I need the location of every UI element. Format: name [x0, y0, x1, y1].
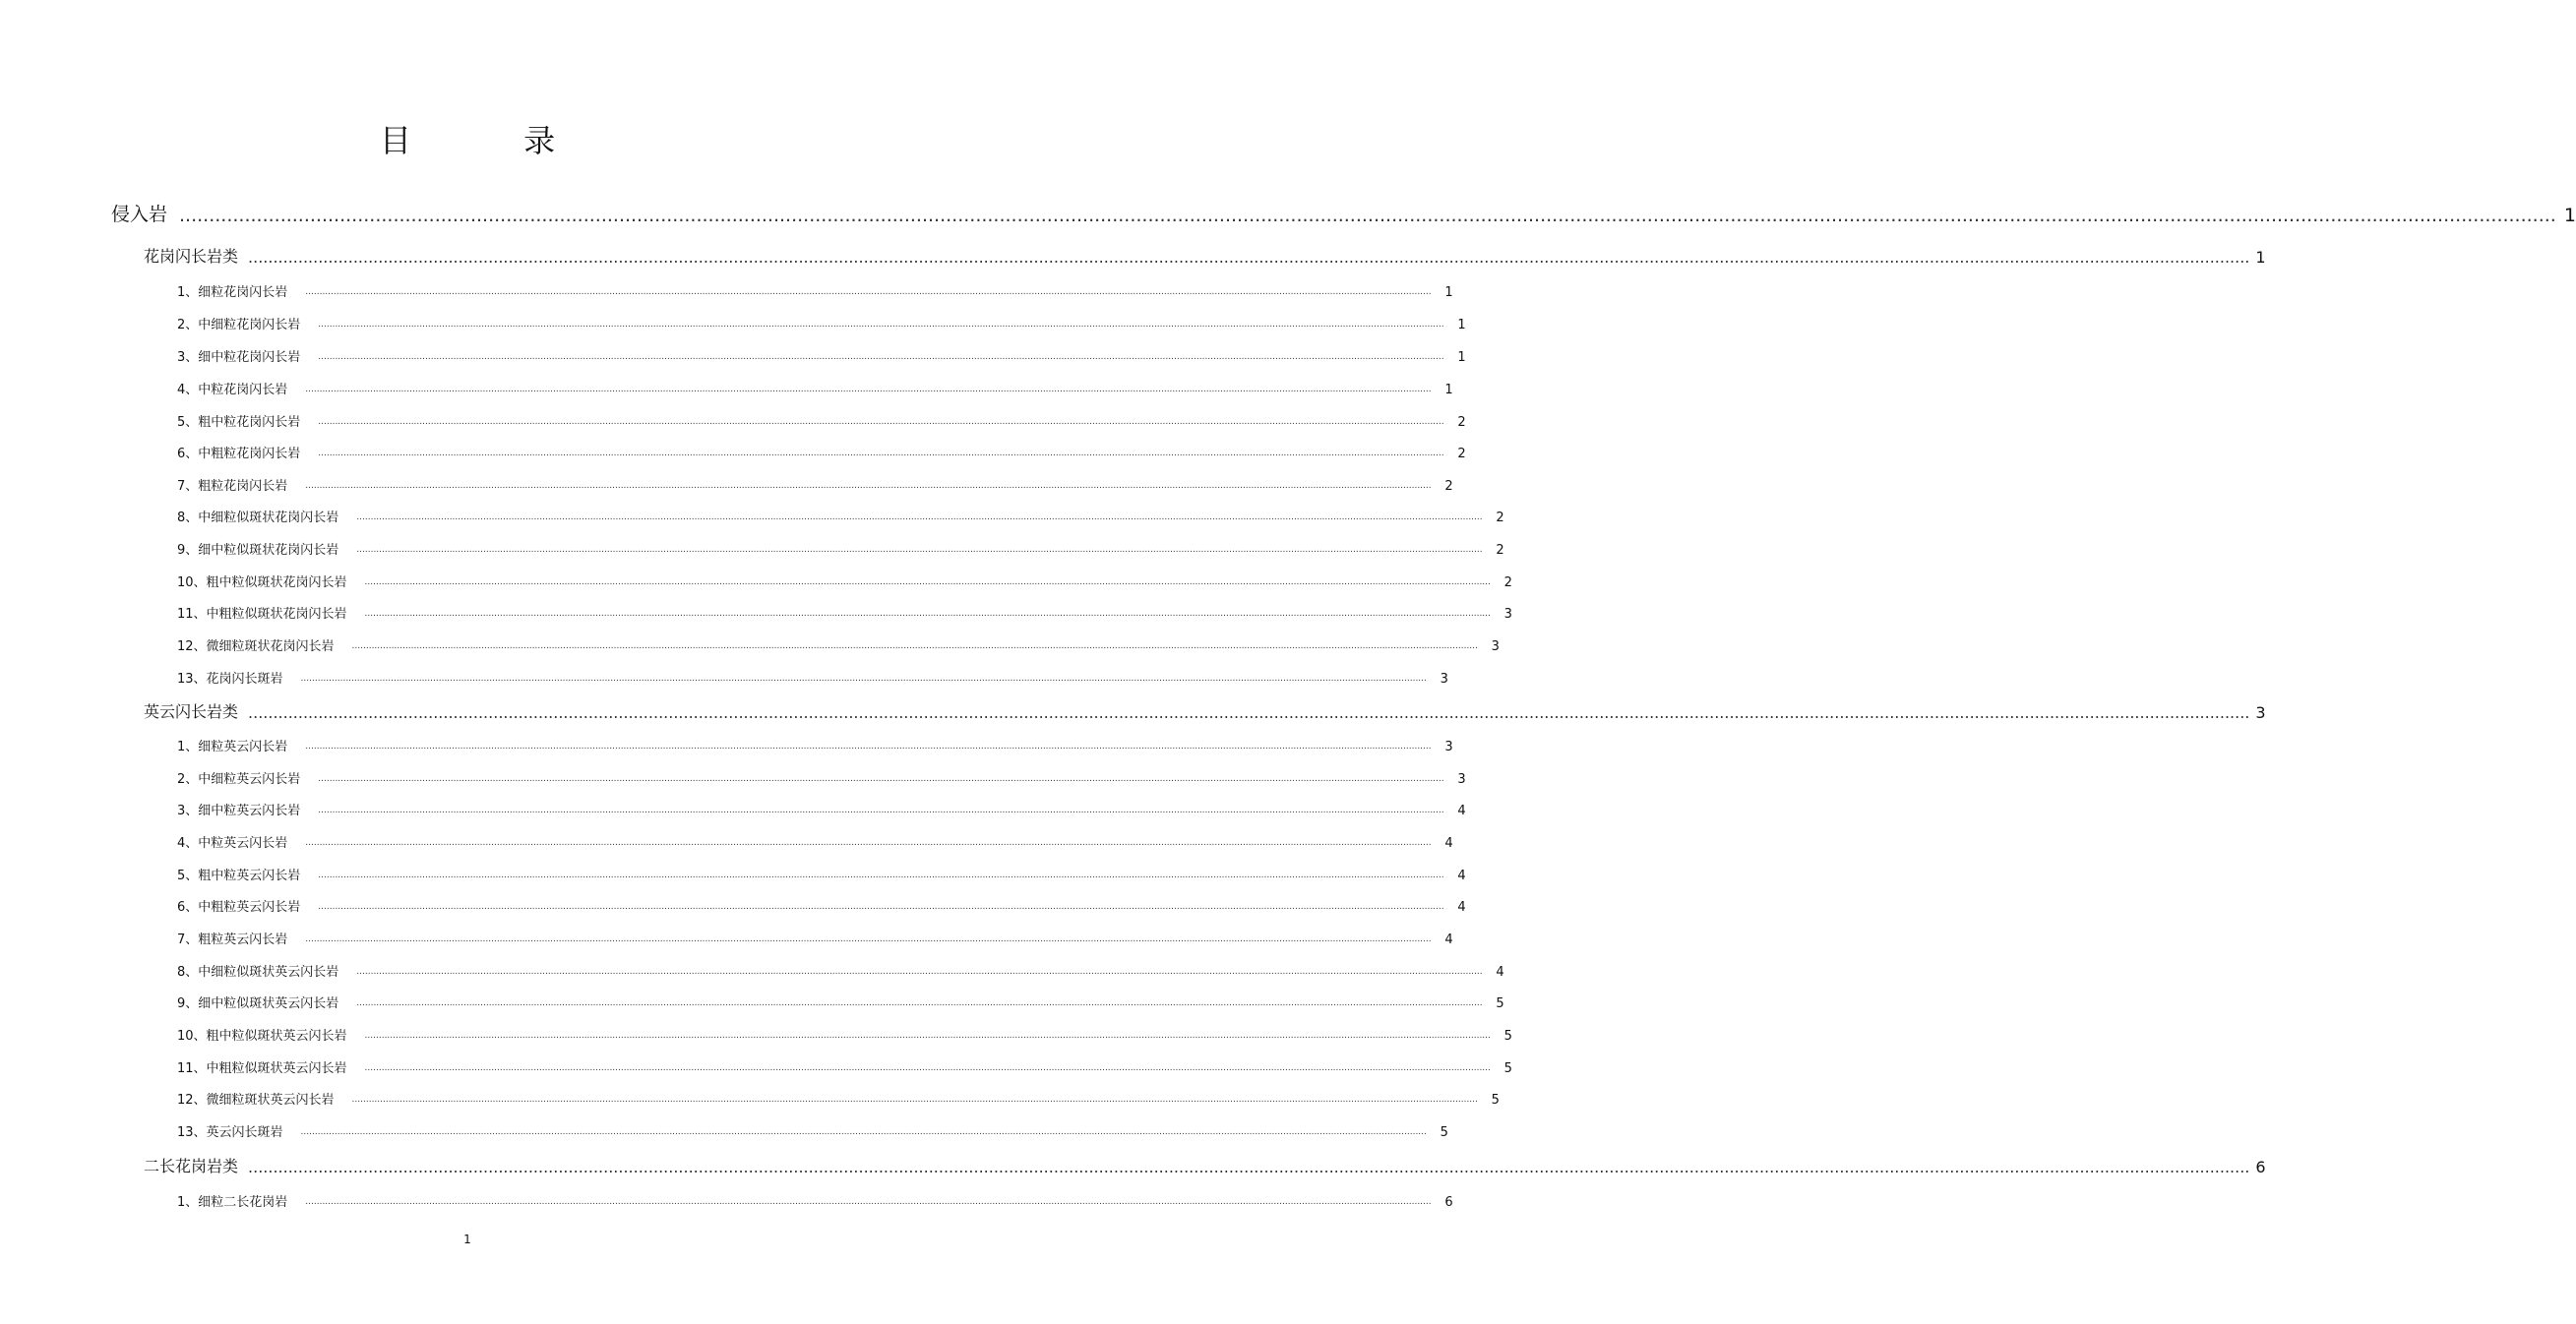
toc-entry-level-2[interactable]	[144, 698, 2266, 722]
toc-entry-page: 4	[1457, 869, 1466, 883]
toc-entry-page: 1	[1457, 318, 1466, 332]
toc-entry-label: 3、细中粒花岗闪长岩	[177, 350, 301, 365]
toc-entry-level-3[interactable]	[177, 313, 1466, 332]
toc-entry-level-3[interactable]	[177, 571, 1512, 590]
toc-dot-leader: ................................................................................................................................................................................................................................................................................................................................................................................................................	[356, 545, 1483, 555]
toc-entry-label: 4、中粒花岗闪长岩	[177, 383, 288, 397]
toc-dot-leader: ................................................................................................................................................................................................................................................................................................................................................................................................................	[364, 1063, 1491, 1073]
toc-dot-leader: ................................................................................................................................................................................................................................................................................................................................................................................................................	[305, 1197, 1432, 1207]
toc-entry-label: 9、细中粒似斑状花岗闪长岩	[177, 543, 339, 558]
toc-entry-level-3[interactable]	[177, 767, 1466, 787]
toc-entry-level-3[interactable]	[177, 634, 1500, 654]
toc-entry-level-3[interactable]	[177, 538, 1504, 558]
toc-entry-page: 2	[1444, 479, 1453, 494]
toc-entry-level-1[interactable]	[111, 201, 2576, 226]
page-number: 1	[463, 1233, 471, 1246]
toc-entry-level-3[interactable]	[177, 831, 1453, 851]
toc-entry-level-3[interactable]	[177, 992, 1504, 1011]
toc-dot-leader: ................................................................................................................................................................................................................................................................................................................................................................................................................	[318, 320, 1444, 330]
toc-entry-page: 2	[1503, 575, 1512, 590]
toc-entry-label: 花岗闪长岩类	[144, 247, 239, 266]
toc-entry-level-3[interactable]	[177, 506, 1504, 525]
toc-entry-label: 7、粗粒英云闪长岩	[177, 933, 288, 947]
toc-entry-label: 8、中细粒似斑状花岗闪长岩	[177, 511, 339, 525]
toc-entry-label: 1、细粒英云闪长岩	[177, 740, 288, 754]
toc-entry-level-3[interactable]	[177, 960, 1504, 980]
toc-dot-leader: ................................................................................................................................................................................................................................................................................................................................................................................................................	[248, 248, 2250, 267]
toc-entry-level-3[interactable]	[177, 442, 1466, 461]
toc-dot-leader: ................................................................................................................................................................................................................................................................................................................................................................................................................	[318, 806, 1444, 815]
toc-entry-label: 2、中细粒花岗闪长岩	[177, 318, 301, 332]
toc-dot-leader: ................................................................................................................................................................................................................................................................................................................................................................................................................	[305, 287, 1432, 297]
toc-dot-leader: ................................................................................................................................................................................................................................................................................................................................................................................................................	[356, 998, 1483, 1008]
page-title: 目 录	[379, 122, 607, 159]
toc-entry-level-3[interactable]	[177, 1024, 1512, 1044]
toc-entry-label: 13、英云闪长斑岩	[177, 1125, 283, 1140]
toc-entry-level-3[interactable]	[177, 378, 1453, 397]
toc-entry-label: 11、中粗粒似斑状英云闪长岩	[177, 1061, 347, 1076]
toc-entry-level-3[interactable]	[177, 1190, 1453, 1210]
toc-entry-page: 4	[1496, 965, 1504, 980]
toc-entry-level-3[interactable]	[177, 1120, 1448, 1140]
toc-entry-level-3[interactable]	[177, 410, 1466, 430]
toc-entry-label: 10、粗中粒似斑状英云闪长岩	[177, 1029, 347, 1044]
toc-entry-level-3[interactable]	[177, 928, 1453, 947]
toc-entry-page: 5	[1503, 1029, 1512, 1044]
toc-entry-label: 12、微细粒斑状花岗闪长岩	[177, 639, 335, 654]
toc-entry-page: 1	[1457, 350, 1466, 365]
toc-entry-page: 2	[1457, 447, 1466, 461]
toc-dot-leader: ................................................................................................................................................................................................................................................................................................................................................................................................................	[318, 352, 1444, 362]
toc-entry-label: 8、中细粒似斑状英云闪长岩	[177, 965, 339, 980]
toc-dot-leader: ................................................................................................................................................................................................................................................................................................................................................................................................................	[305, 934, 1432, 944]
toc-entry-level-3[interactable]	[177, 602, 1512, 622]
toc-entry-page: 5	[1496, 996, 1504, 1011]
toc-dot-leader: ................................................................................................................................................................................................................................................................................................................................................................................................................	[318, 449, 1444, 458]
toc-entry-page: 2	[1457, 415, 1466, 430]
toc-entry-page: 1	[2255, 248, 2266, 267]
toc-entry-page: 3	[1491, 639, 1500, 654]
toc-entry-level-3[interactable]	[177, 1088, 1500, 1108]
toc-entry-label: 7、粗粒花岗闪长岩	[177, 479, 288, 494]
toc-entry-page: 4	[1457, 900, 1466, 915]
toc-entry-level-3[interactable]	[177, 667, 1448, 687]
toc-entry-label: 1、细粒二长花岗岩	[177, 1195, 288, 1210]
toc-entry-page: 1	[1444, 285, 1453, 300]
toc-entry-level-3[interactable]	[177, 280, 1453, 300]
toc-entry-page: 4	[1444, 933, 1453, 947]
toc-entry-label: 二长花岗岩类	[144, 1157, 239, 1175]
toc-dot-leader: ................................................................................................................................................................................................................................................................................................................................................................................................................	[351, 641, 1478, 651]
toc-entry-label: 1、细粒花岗闪长岩	[177, 285, 288, 300]
toc-entry-page: 2	[1496, 511, 1504, 525]
toc-dot-leader: ................................................................................................................................................................................................................................................................................................................................................................................................................	[300, 674, 1427, 684]
toc-entry-level-2[interactable]	[144, 243, 2266, 267]
toc-entry-level-3[interactable]	[177, 474, 1453, 494]
toc-entry-page: 2	[1496, 543, 1504, 558]
toc-dot-leader: ................................................................................................................................................................................................................................................................................................................................................................................................................	[248, 1158, 2250, 1176]
toc-dot-leader: ................................................................................................................................................................................................................................................................................................................................................................................................................	[305, 385, 1432, 394]
toc-entry-page: 5	[1491, 1093, 1500, 1108]
toc-dot-leader: ................................................................................................................................................................................................................................................................................................................................................................................................................	[318, 902, 1444, 912]
toc-dot-leader: ................................................................................................................................................................................................................................................................................................................................................................................................................	[318, 417, 1444, 427]
toc-dot-leader: ................................................................................................................................................................................................................................................................................................................................................................................................................	[305, 838, 1432, 848]
toc-entry-page: 6	[2255, 1158, 2266, 1176]
toc-entry-page: 3	[1457, 772, 1466, 787]
toc-entry-label: 英云闪长岩类	[144, 702, 239, 721]
toc-entry-label: 侵入岩	[111, 204, 168, 225]
toc-dot-leader: ................................................................................................................................................................................................................................................................................................................................................................................................................	[305, 481, 1432, 491]
toc-entry-page: 3	[2255, 703, 2266, 722]
toc-dot-leader: ................................................................................................................................................................................................................................................................................................................................................................................................................	[351, 1095, 1478, 1105]
toc-entry-page: 3	[1444, 740, 1453, 754]
toc-entry-level-3[interactable]	[177, 345, 1466, 365]
toc-entry-page: 5	[1503, 1061, 1512, 1076]
toc-entry-level-3[interactable]	[177, 799, 1466, 818]
toc-dot-leader: ................................................................................................................................................................................................................................................................................................................................................................................................................	[318, 871, 1444, 880]
toc-entry-label: 12、微细粒斑状英云闪长岩	[177, 1093, 335, 1108]
toc-entry-page: 3	[1503, 607, 1512, 622]
toc-entry-label: 3、细中粒英云闪长岩	[177, 804, 301, 818]
toc-dot-leader: ................................................................................................................................................................................................................................................................................................................................................................................................................	[364, 609, 1491, 619]
toc-entry-label: 5、粗中粒花岗闪长岩	[177, 415, 301, 430]
toc-entry-page: 4	[1457, 804, 1466, 818]
toc-entry-label: 13、花岗闪长斑岩	[177, 672, 283, 687]
toc-entry-page: 5	[1440, 1125, 1448, 1140]
toc-entry-page: 3	[1440, 672, 1448, 687]
toc-entry-level-3[interactable]	[177, 895, 1466, 915]
toc-entry-label: 10、粗中粒似斑状花岗闪长岩	[177, 575, 347, 590]
toc-entry-label: 11、中粗粒似斑状花岗闪长岩	[177, 607, 347, 622]
toc-dot-leader: ................................................................................................................................................................................................................................................................................................................................................................................................................	[318, 774, 1444, 784]
toc-dot-leader: ................................................................................................................................................................................................................................................................................................................................................................................................................	[364, 1031, 1491, 1041]
toc-entry-label: 9、细中粒似斑状英云闪长岩	[177, 996, 339, 1011]
toc-dot-leader: ................................................................................................................................................................................................................................................................................................................................................................................................................	[248, 703, 2250, 722]
toc-entry-level-2[interactable]	[144, 1153, 2266, 1176]
toc-entry-level-3[interactable]	[177, 864, 1466, 883]
toc-entry-label: 4、中粒英云闪长岩	[177, 836, 288, 851]
toc-entry-level-3[interactable]	[177, 1056, 1512, 1076]
toc-dot-leader: ................................................................................................................................................................................................................................................................................................................................................................................................................	[305, 742, 1432, 752]
toc-entry-label: 6、中粗粒花岗闪长岩	[177, 447, 301, 461]
toc-dot-leader: ................................................................................................................................................................................................................................................................................................................................................................................................................	[300, 1127, 1427, 1137]
toc-entry-label: 2、中细粒英云闪长岩	[177, 772, 301, 787]
toc-entry-label: 5、粗中粒英云闪长岩	[177, 869, 301, 883]
toc-entry-level-3[interactable]	[177, 735, 1453, 754]
toc-entry-page: 6	[1444, 1195, 1453, 1210]
toc-entry-page: 1	[1444, 383, 1453, 397]
toc-dot-leader: ................................................................................................................................................................................................................................................................................................................................................................................................................	[179, 205, 2556, 226]
toc-entry-label: 6、中粗粒英云闪长岩	[177, 900, 301, 915]
toc-entry-page: 4	[1444, 836, 1453, 851]
toc-entry-page: 1	[2563, 205, 2576, 226]
toc-dot-leader: ................................................................................................................................................................................................................................................................................................................................................................................................................	[364, 577, 1491, 587]
toc-dot-leader: ................................................................................................................................................................................................................................................................................................................................................................................................................	[356, 512, 1483, 522]
toc-dot-leader: ................................................................................................................................................................................................................................................................................................................................................................................................................	[356, 967, 1483, 977]
